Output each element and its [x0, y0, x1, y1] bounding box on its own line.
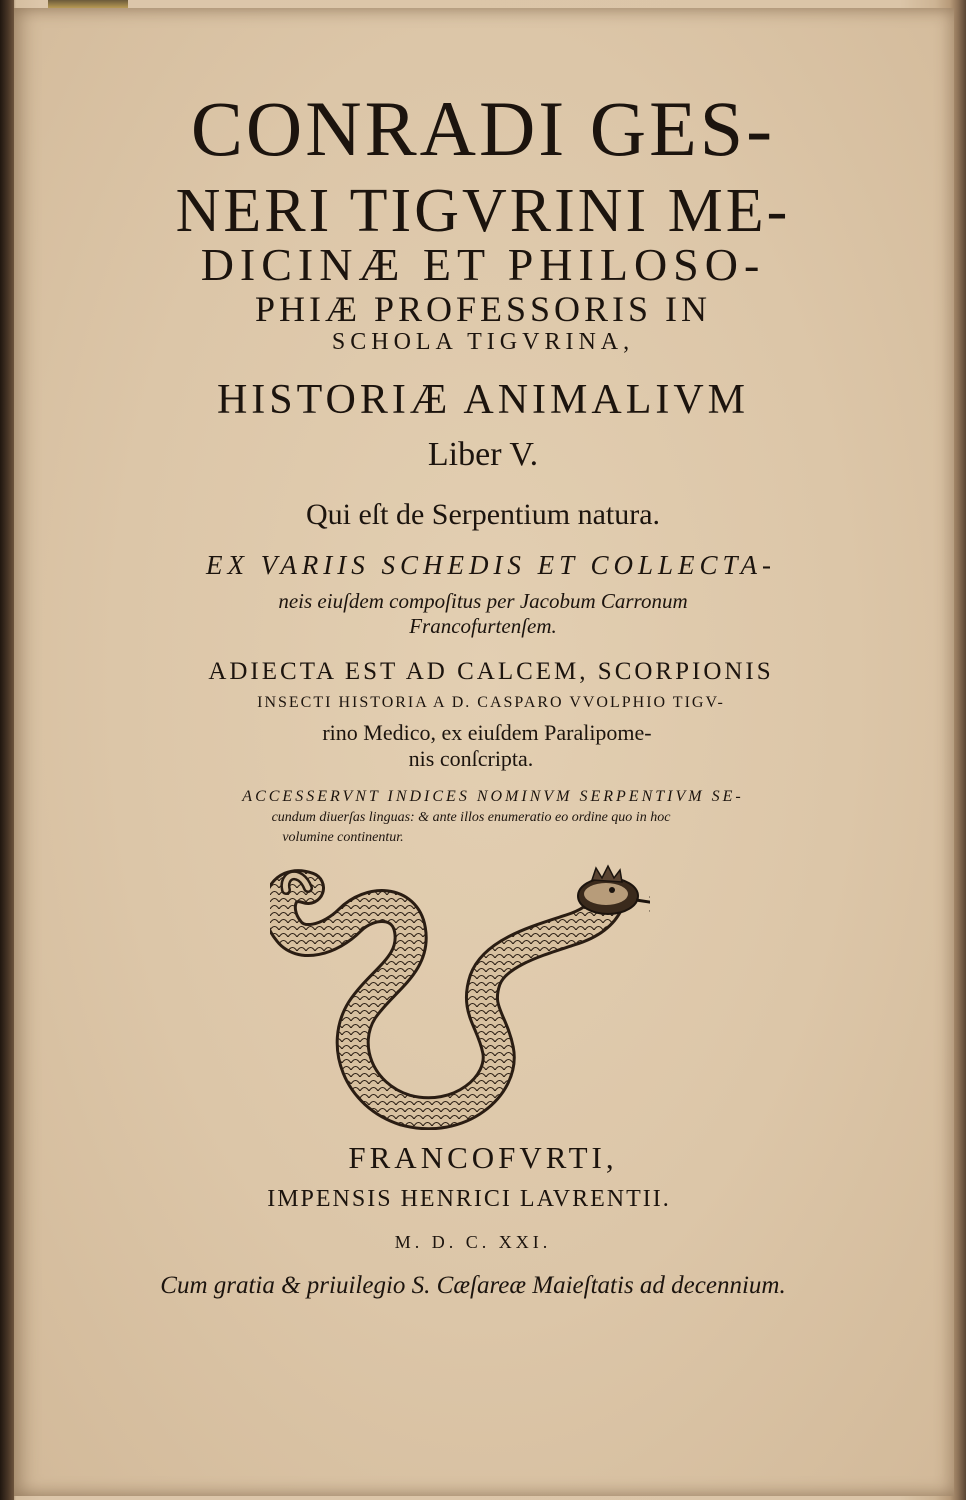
index-line-1: ACCESSERVNT INDICES NOMINVM SERPENTIVM SE-: [242, 788, 744, 805]
compiler-line-1: EX VARIIS SCHEDIS ET COLLECTA-: [206, 550, 776, 580]
publisher-line: IMPENSIS HENRICI LAVRENTII.: [267, 1186, 671, 1212]
author-line-4: PHIÆ PROFESSORIS IN: [254, 289, 712, 329]
author-line-5: SCHOLA TIGVRINA,: [331, 329, 635, 355]
serpent-woodcut: [270, 860, 650, 1130]
work-title: HISTORIÆ ANIMALIVM: [216, 377, 750, 423]
privilege-line: Cum gratia & priuilegio S. Cæſareæ Maieſtatis ad decennium.: [160, 1272, 786, 1299]
compiler-line-2: neis eiuſdem compoſitus per Jacobum Carronum: [278, 589, 688, 613]
appendix-line-2: INSECTI HISTORIA A D. CASPARO VVOLPHIO TIGV-: [257, 694, 725, 711]
index-line-2: cundum diuerſas linguas: & ante illos enumeratio eo ordine quo in hoc: [271, 810, 671, 825]
subject-line: Qui eſt de Serpentium natura.: [305, 498, 661, 531]
appendix-line-3: rino Medico, ex eiuſdem Paralipome-: [322, 720, 652, 745]
index-line-3: volumine continentur.: [282, 830, 404, 845]
appendix-line-4: nis conſcripta.: [408, 746, 534, 771]
compiler-line-3: Francofurtenſem.: [409, 614, 557, 638]
book-number: Liber V.: [427, 436, 539, 473]
place-of-publication: FRANCOFVRTI,: [348, 1140, 618, 1175]
author-line-1: CONRADI GES-: [190, 85, 776, 172]
author-line-2: NERI TIGVRINI ME-: [175, 177, 791, 245]
author-line-3: DICINÆ ET PHILOSO-: [200, 239, 766, 290]
appendix-line-1: ADIECTA EST AD CALCEM, SCORPIONIS: [208, 658, 774, 685]
publication-year: M. D. C. XXI.: [394, 1232, 552, 1252]
